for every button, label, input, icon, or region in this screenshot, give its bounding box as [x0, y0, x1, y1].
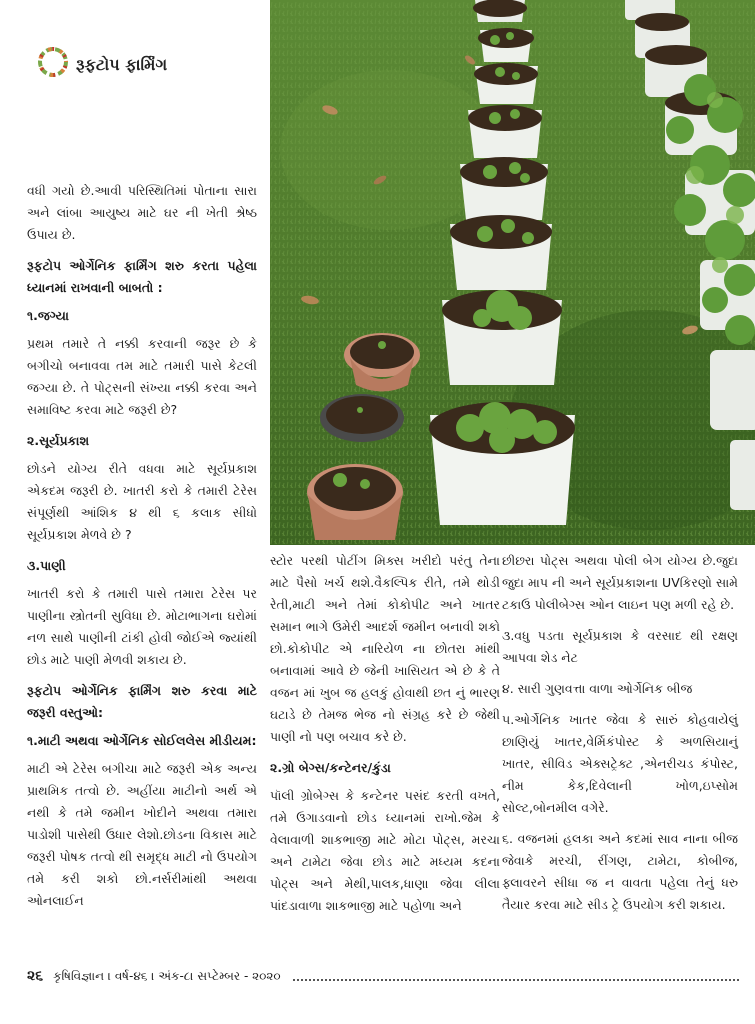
soil-continued-paragraph: સ્ટોર પરથી પોટીંગ મિક્સ ખરીદો પરંતુ તેના માટે પૈસો ખર્ચ થશે.વૈકલ્પિક રીતે, તમે થોડી રેતી,માટી અને તેમાં કોકોપીટ અને ખાતર સમાન ભાગે ઉમેરી આદર્શ જમીન બનાવી શકો છો.કોકોપીટ એ નારિયેળ ના છોતરા માંથી બનાવામાં આવે છે જેની ખાસિયત એ છે કે તે વજન માં ખુબ જ હલકું હોવાથી છત નું ભારણ ઘટાડે છે તેમજ ભેજ નો સંગ્રહ કરે છે જેથી પાણી નો પણ બચાવ કરે છે.	[270, 553, 500, 744]
shade-net-item: ૩.વધુ પડતા સૂર્યપ્રકાશ કે વરસાદ થી રક્ષણ આપવા શેડ નેટ	[502, 628, 738, 665]
heading-sunlight: ૨.સૂર્યપ્રકાશ	[27, 433, 90, 448]
footer-dotted-rule	[293, 971, 739, 981]
manure-item: ૫.ઓર્ગેનિક ખાતર જેવા કે સારું કોહવાયેલું છાણિયું ખાતર,વેર્મિકંપોસ્ટ કે અળસિયાનું ખાતર, સીવિડ એક્સટ્રેક્ટ ,એનરીચડ કંપોસ્ટ, નીમ કેક,દિવેલાની ખોળ,ઇપ્સોમ સોલ્ટ,બોનમીલ વગેરે.	[502, 712, 738, 815]
bags-continued-paragraph: છીછરા પોટ્સ અથવા પોલી બેગ યોગ્ય છે.જુદા જુદા માપ ની અને સૂર્યપ્રકાશના UVકિરણો સામે ટકાઉ પોલીબેગ્સ ઓન લાઇન પણ મળી રહે છે.	[502, 553, 738, 612]
sunlight-paragraph: છોડને યોગ્ય રીતે વધવા માટે સૂર્યપ્રકાશ એકદમ જરૂરી છે. ખાતરી કરો કે તમારી ટેરેસ સંપૂર્ણથી આંશિક ૪ થી ૬ કલાક સીધો સૂર્યપ્રકાશ મેળવે છે ?	[27, 461, 257, 542]
text-column-3	[502, 550, 738, 925]
heading-soil: ૧.માટી અથવા ઓર્ગેનિક સોઈલલેસ મીડીયમ:	[27, 733, 257, 748]
text-column-2	[270, 550, 500, 926]
heading-points: રૂફટોપ ઓર્ગેનિક ફાર્મિંગ શરુ કરતા પહેલા ધ્યાનમાં રાખવાની બાબતો :	[27, 258, 257, 295]
soil-paragraph: માટી એ ટેરેસ બગીચા માટે જરૂરી એક અન્ય પ્રાથમિક તત્વો છે. અહીંયા માટીનો અર્થ એ નથી કે તમે જમીન ખોદીને અથવા તમારા પાડોશી પાસેથી ઉધાર લેશો.છોડના વિકાસ માટે જરૂરી પોષક તત્વો થી સમૃદ્ધ માટી નો ઉપયોગ તમે કરી શકો છો.નર્સરીમાંથી અથવા ઓનલાઈન	[27, 761, 257, 908]
space-paragraph: પ્રથમ તમારે તે નક્કી કરવાની જરૂર છે કે બગીચો બનાવવા તમ માટે તમારી પાસે કેટલી જગ્યા છે. તે પોટ્સની સંખ્યા નક્કી કરવા અને સમાવિષ્ટ કરવા માટે જરૂરી છે?	[27, 336, 257, 417]
water-paragraph: ખાતરી કરો કે તમારી પાસે તમારા ટેરેસ પર પાણીના સ્ત્રોતની સુવિધા છે. મોટાભાગના ઘરોમાં નળ સાથે પાણીની ટાંકી હોવી જોઈએ જ્યાંથી છોડ માટે પાણી મેળવી શકાય છે.	[27, 586, 257, 667]
section-title: રૂફટોપ ફાર્મિંગ	[76, 55, 168, 74]
logo-icon	[37, 46, 69, 78]
grow-bags-paragraph: પૉલી ગ્રોબેગ્સ કે કન્ટેનર પસંદ કરતી વખતે, તમે ઉગાડવાનો છોડ ધ્યાનમાં રાખો.જેમ કે વેલાવાળી શાકભાજી માટે મોટા પોટ્સ, મરચા અને ટામેટા જેવા છોડ માટે મધ્યમ કદના પોટ્સ અને મેથી,પાલક,ધાણા જેવા લીલા પાંદડાવાળા શાકભાજી માટે પહોળા અને	[270, 788, 500, 913]
rooftop-grow-bags-photo	[270, 0, 755, 545]
heading-water: ૩.પાણી	[27, 558, 66, 573]
seed-tray-item: ૬. વજનમાં હલકા અને કદમાં સાવ નાના બીજ જેવાકે મરચી, રીંગણ, ટામેટા, કોબીજ, ફ્લાવરને સીધા જ ન વાવતા પહેલા તેનું ધરુ તૈયાર કરવા માટે સીડ ટ્રે ઉપયોગ કરી શકાય.	[502, 831, 738, 912]
page-footer	[27, 966, 739, 986]
issue-line: કૃષિવિજ્ઞાન । વર્ષ-૪૬ । અંક-૮। સપ્ટેમ્બર - ૨૦૨૦	[53, 968, 281, 983]
text-column-1	[27, 180, 257, 921]
heading-grow-bags: ૨.ગ્રો બેગ્સ/કન્ટેનર/કુંડા	[270, 760, 391, 775]
heading-requirements: રૂફટોપ ઓર્ગેનિક ફાર્મિંગ શરુ કરવા માટે જરૂરી વસ્તુઓ:	[27, 683, 257, 720]
page-number: ૨૬	[27, 968, 44, 984]
seed-item: ૪. સારી ગુણવત્તા વાળા ઓર્ગેનિક બીજ	[502, 681, 693, 696]
intro-paragraph: વધી ગયો છે.આવી પરિસ્થિતિમાં પોતાના સારા અને લાંબા આયુષ્ય માટે ઘર ની ખેતી શ્રેષ્ઠ ઉપાય છે.	[27, 183, 257, 242]
heading-space: ૧.જગ્યા	[27, 308, 69, 323]
